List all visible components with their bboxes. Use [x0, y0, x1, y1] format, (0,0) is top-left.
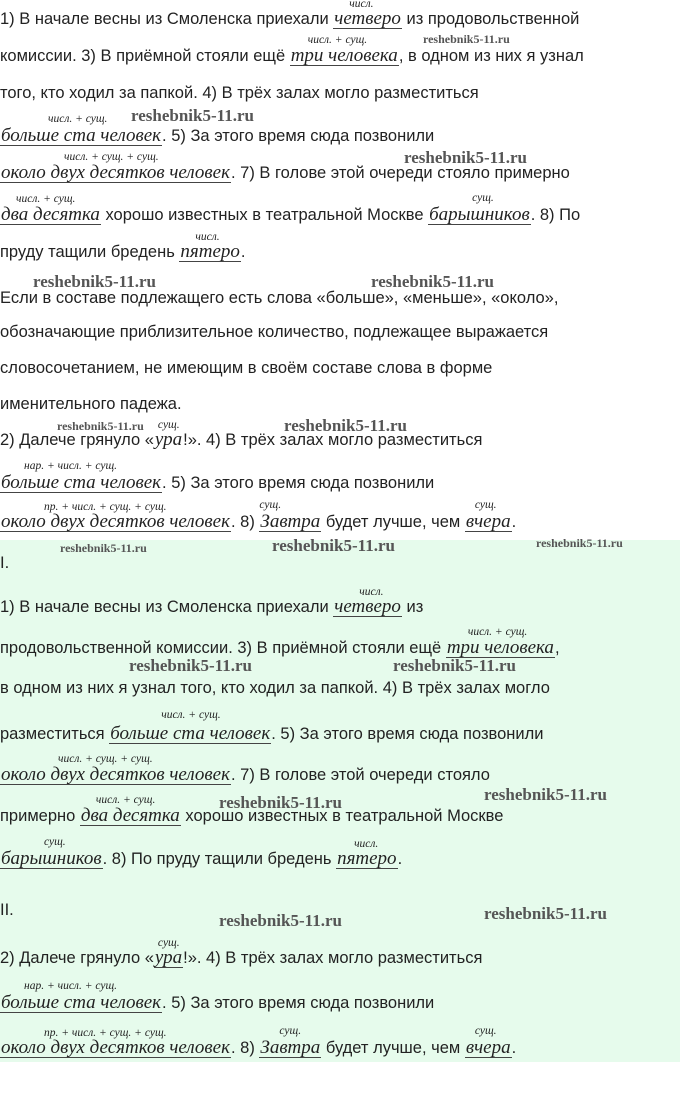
- underlined-phrase: [0, 113, 162, 146]
- word: три человека: [446, 637, 554, 658]
- annotation: сущ.: [472, 192, 494, 204]
- text: хорошо известных в театральной Москве: [100, 206, 429, 224]
- text: .: [240, 243, 246, 261]
- annotation: числ. + сущ.: [48, 113, 108, 125]
- underlined-phrase: [0, 151, 231, 183]
- text: .: [397, 850, 403, 868]
- text: , в одном из них я узнал: [398, 47, 584, 65]
- annotation: числ. + сущ. + сущ.: [58, 753, 153, 765]
- underlined-phrase: [0, 980, 162, 1013]
- word: больше ста человек: [1, 472, 162, 493]
- annotation: сущ.: [157, 419, 180, 431]
- text-line: [0, 460, 435, 493]
- text-line: [0, 0, 580, 29]
- word: около двух десятков человек: [1, 1037, 230, 1058]
- text: . 5) За этого время сюда позвонили: [162, 127, 435, 145]
- text: . 8) По пруду тащили бредень: [102, 850, 337, 868]
- text: 2) Далече грянуло «: [0, 949, 154, 967]
- watermark: reshebnik5-11.ru: [131, 106, 254, 125]
- annotation: сущ.: [259, 499, 282, 511]
- underlined-noun: [428, 192, 531, 225]
- word: барышников: [429, 204, 530, 225]
- word: пятеро: [337, 848, 397, 869]
- word: четверо: [334, 8, 401, 29]
- rule-line: [0, 322, 548, 342]
- text: .: [511, 1039, 517, 1057]
- word: больше ста человек: [1, 125, 162, 146]
- word: барышников: [1, 848, 102, 869]
- text-line: [0, 836, 403, 869]
- word: три человека: [290, 45, 398, 66]
- text: . 8): [230, 513, 260, 531]
- watermark: reshebnik5-11.ru: [484, 904, 607, 923]
- annotation: числ. + сущ.: [307, 34, 368, 46]
- underlined-noun: [259, 1025, 321, 1058]
- annotation: числ.: [359, 586, 384, 598]
- word: Завтра: [260, 511, 321, 532]
- annotation: пр. + числ. + сущ. + сущ.: [44, 501, 167, 513]
- text-line: [0, 626, 560, 658]
- watermark: reshebnik5-11.ru: [484, 785, 607, 804]
- text-line: [0, 709, 544, 744]
- text: 1) В начале весны из Смоленска приехали: [0, 10, 334, 28]
- text: словосочетанием, не имеющим в своём составе слова в форме: [0, 359, 493, 377]
- section-heading: [0, 900, 14, 920]
- word: вчера: [465, 511, 511, 532]
- text: из: [401, 598, 424, 616]
- word: больше ста человек: [1, 992, 162, 1013]
- underlined-numeral: [333, 586, 402, 617]
- underlined-phrase: [0, 501, 231, 532]
- underlined-phrase: [109, 709, 271, 744]
- text: комиссии. 3) В приёмной стояли ещё: [0, 47, 290, 65]
- word: вчера: [465, 1037, 511, 1058]
- annotation: пр. + числ. + сущ. + сущ.: [44, 1027, 167, 1039]
- annotation: сущ.: [44, 836, 66, 848]
- underlined-noun: [154, 419, 183, 450]
- annotation: числ. + сущ.: [467, 626, 528, 638]
- text: Если в составе подлежащего есть слова «больше», «меньше», «около»,: [0, 289, 559, 307]
- annotation: сущ.: [157, 937, 180, 949]
- text: именительного падежа.: [0, 395, 182, 413]
- watermark: reshebnik5-11.ru: [60, 541, 147, 555]
- word: около двух десятков человек: [1, 511, 230, 532]
- text: . 5) За этого время сюда позвонили: [162, 474, 435, 492]
- text-line: [0, 678, 550, 698]
- underlined-numeral: [336, 838, 398, 869]
- annotation: числ. + сущ.: [16, 193, 76, 205]
- word: два десятка: [80, 805, 180, 826]
- annotation: числ.: [354, 838, 379, 850]
- underlined-noun: [0, 836, 103, 869]
- rule-line: [0, 394, 182, 414]
- text: . 7) В голове этой очереди стояло примерно: [230, 164, 570, 182]
- text: разместиться: [0, 725, 110, 743]
- text: 2) Далече грянуло «: [0, 431, 154, 449]
- watermark: reshebnik5-11.ru: [57, 419, 144, 433]
- word: около двух десятков человек: [1, 764, 230, 785]
- text: будет лучше, чем: [321, 1039, 465, 1057]
- underlined-phrase: [0, 193, 101, 225]
- text-line: [0, 499, 517, 532]
- text: . 5) За этого время сюда позвонили: [271, 725, 544, 743]
- watermark: reshebnik5-11.ru: [33, 272, 156, 291]
- watermark: reshebnik5-11.ru: [371, 272, 494, 291]
- text-line: [0, 753, 490, 785]
- word: четверо: [334, 596, 401, 617]
- text: примерно: [0, 807, 80, 825]
- annotation: числ.: [195, 231, 220, 243]
- text: II.: [0, 901, 14, 919]
- text-line: [0, 192, 581, 225]
- text: !». 4) В трёх залах могло разместиться: [183, 949, 483, 967]
- underlined-noun: [259, 499, 321, 532]
- word: Завтра: [260, 1037, 321, 1058]
- underlined-noun: [465, 499, 512, 532]
- word: около двух десятков человек: [1, 162, 230, 183]
- watermark: reshebnik5-11.ru: [219, 911, 342, 930]
- text-line: [0, 937, 483, 968]
- word: ура: [154, 429, 183, 450]
- underlined-noun: [465, 1025, 512, 1058]
- text: . 8): [230, 1039, 260, 1057]
- underlined-numeral: [333, 0, 402, 29]
- underlined-phrase: [80, 794, 181, 826]
- text: того, кто ходил за папкой. 4) В трёх залах могло разместиться: [0, 84, 479, 102]
- underlined-phrase: [290, 34, 399, 66]
- text-line: [0, 1025, 517, 1058]
- annotation: нар. + числ. + сущ.: [24, 460, 118, 472]
- text-line: [0, 83, 479, 103]
- rule-line: [0, 358, 492, 378]
- text: продовольственной комиссии. 3) В приёмной стояли ещё: [0, 639, 446, 657]
- text: .: [511, 513, 517, 531]
- text: из продовольственной: [401, 10, 580, 28]
- annotation: числ. + сущ.: [95, 794, 156, 806]
- word: ура: [154, 947, 183, 968]
- watermark: reshebnik5-11.ru: [404, 148, 527, 167]
- text: . 7) В голове этой очереди стояло: [230, 766, 490, 784]
- text: 1) В начале весны из Смоленска приехали: [0, 598, 334, 616]
- watermark: reshebnik5-11.ru: [393, 656, 516, 675]
- text-line: [0, 231, 246, 262]
- annotation: нар. + числ. + сущ.: [24, 980, 118, 992]
- text: будет лучше, чем: [321, 513, 465, 531]
- text: . 8) По: [530, 206, 581, 224]
- text-line: [0, 586, 424, 617]
- annotation: числ.: [349, 0, 374, 10]
- underlined-noun: [154, 937, 183, 968]
- text: !». 4) В трёх залах могло разместиться: [183, 431, 483, 449]
- watermark: reshebnik5-11.ru: [129, 656, 252, 675]
- text-line: [0, 980, 435, 1013]
- watermark: reshebnik5-11.ru: [272, 536, 395, 555]
- annotation: числ. + сущ. + сущ.: [64, 151, 159, 163]
- word: больше ста человек: [110, 723, 271, 744]
- underlined-phrase: [0, 753, 231, 785]
- annotation: сущ.: [279, 1025, 302, 1037]
- text: обозначающие приблизительное количество, подлежащее выражается: [0, 323, 549, 341]
- watermark: reshebnik5-11.ru: [219, 793, 342, 812]
- watermark: reshebnik5-11.ru: [536, 536, 623, 550]
- annotation: сущ.: [474, 499, 497, 511]
- underlined-numeral: [179, 231, 241, 262]
- watermark: reshebnik5-11.ru: [423, 32, 510, 46]
- text: в одном из них я узнал того, кто ходил за папкой. 4) В трёх залах могло: [0, 679, 550, 697]
- underlined-phrase: [0, 1027, 231, 1058]
- underlined-phrase: [0, 460, 162, 493]
- watermark: reshebnik5-11.ru: [284, 416, 407, 435]
- word: пятеро: [180, 241, 240, 262]
- text: I.: [0, 554, 10, 572]
- annotation: сущ.: [474, 1025, 497, 1037]
- section-heading: [0, 553, 9, 573]
- text: хорошо известных в театральной Москве: [180, 807, 504, 825]
- word: два десятка: [1, 204, 100, 225]
- text: . 5) За этого время сюда позвонили: [162, 994, 435, 1012]
- text: ,: [554, 639, 560, 657]
- annotation: числ. + сущ.: [161, 709, 221, 721]
- text: пруду тащили бредень: [0, 243, 180, 261]
